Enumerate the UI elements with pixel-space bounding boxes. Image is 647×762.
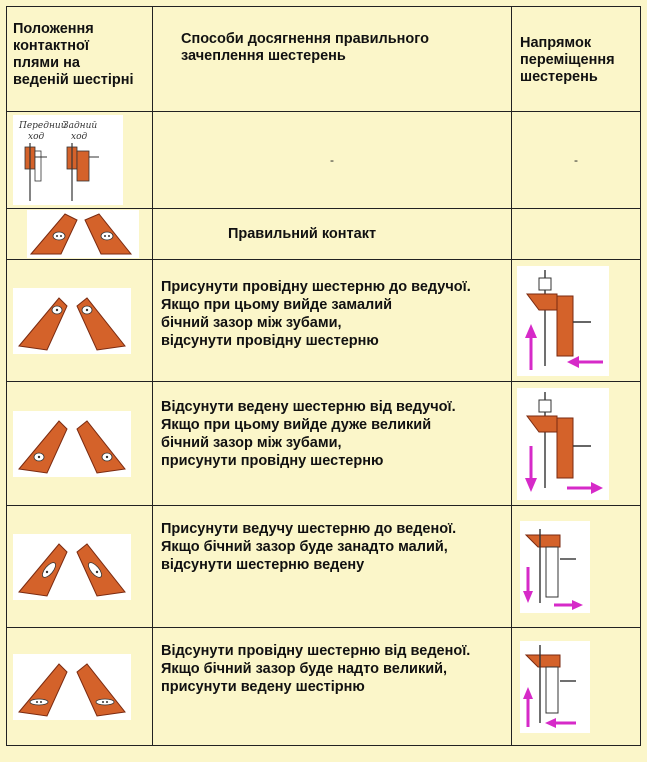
gear-tooth-contact-figure [13,411,131,477]
correct-contact-figure-cell [7,209,153,260]
method-line: Якщо бічний зазор буде занадто малий, [161,539,448,555]
adjustment-row [7,382,641,506]
correct-contact-direction-cell [512,209,641,260]
forward-drive-label: ход [28,132,45,142]
drive-side-row [7,112,641,209]
contact-figure-cell [7,506,153,628]
method-line: відсунути шестерню ведену [161,557,365,573]
gear-shift-direction-figure [517,388,609,500]
adjustment-row [7,260,641,382]
gear-tooth-contact-figure [27,210,139,258]
reverse-drive-label: ход [71,132,88,142]
gear-tooth-contact-figure [13,288,131,354]
method-line: Якщо при цьому вийде замалий [161,297,393,313]
direction-figure-cell [512,506,641,628]
contact-figure-cell [7,628,153,746]
contact-figure-cell [7,260,153,382]
gear-shift-direction-figure [517,266,609,376]
method-line: Якщо при цьому вийде дуже великий [161,417,432,433]
method-line: Якщо бічний зазор буде надто великий, [161,661,448,677]
gear-tooth-contact-figure [13,654,131,720]
forward-label: Передний [19,121,67,131]
adjustment-row [7,628,641,746]
method-text-cell [153,260,512,382]
direction-figure-cell [512,628,641,746]
method-line: Присунути ведучу шестерню до веденої. [161,521,457,537]
method-line: бічний зазор між зубами, [161,435,342,451]
gear-tooth-contact-figure [13,534,131,600]
drive-side-figure [13,115,123,205]
header-contact-position: Положення контактної плями на веденій шестірні [7,7,153,112]
gear-shift-direction-figure [520,641,590,733]
method-line: Відсунути ведену шестерню від ведучої. [161,399,456,415]
method-text-cell [153,628,512,746]
header-direction: Напрямок переміщення шестерень [512,7,641,112]
method-text-cell [153,506,512,628]
reverse-label: Задний [63,121,98,131]
correct-contact-row [7,209,641,260]
direction-figure-cell [512,260,641,382]
method-line: Присунути провідну шестерню до ведучої. [161,279,471,295]
header-methods: Способи досягнення правильного зачеплення шестерень [153,7,512,112]
correct-contact-label-cell [153,209,512,260]
contact-figure-cell [7,382,153,506]
adjustment-row [7,506,641,628]
row0-method-cell [153,112,512,209]
method-line: Відсунути провідну шестерню від веденої. [161,643,471,659]
gear-contact-table [6,6,641,746]
method-text-cell [153,382,512,506]
dash-mark: - [330,153,334,167]
drive-side-figure-cell [7,112,153,209]
method-line: присунути провідну шестерню [161,453,384,469]
dash-mark: - [574,153,578,167]
gear-shift-direction-figure [520,521,590,613]
row0-direction-cell [512,112,641,209]
method-line: відсунути провідну шестерню [161,333,379,349]
direction-figure-cell [512,382,641,506]
method-line: присунути ведену шестірню [161,679,365,695]
method-line: бічний зазор між зубами, [161,315,342,331]
header-row [7,7,641,112]
correct-contact-label: Правильний контакт [227,226,377,242]
